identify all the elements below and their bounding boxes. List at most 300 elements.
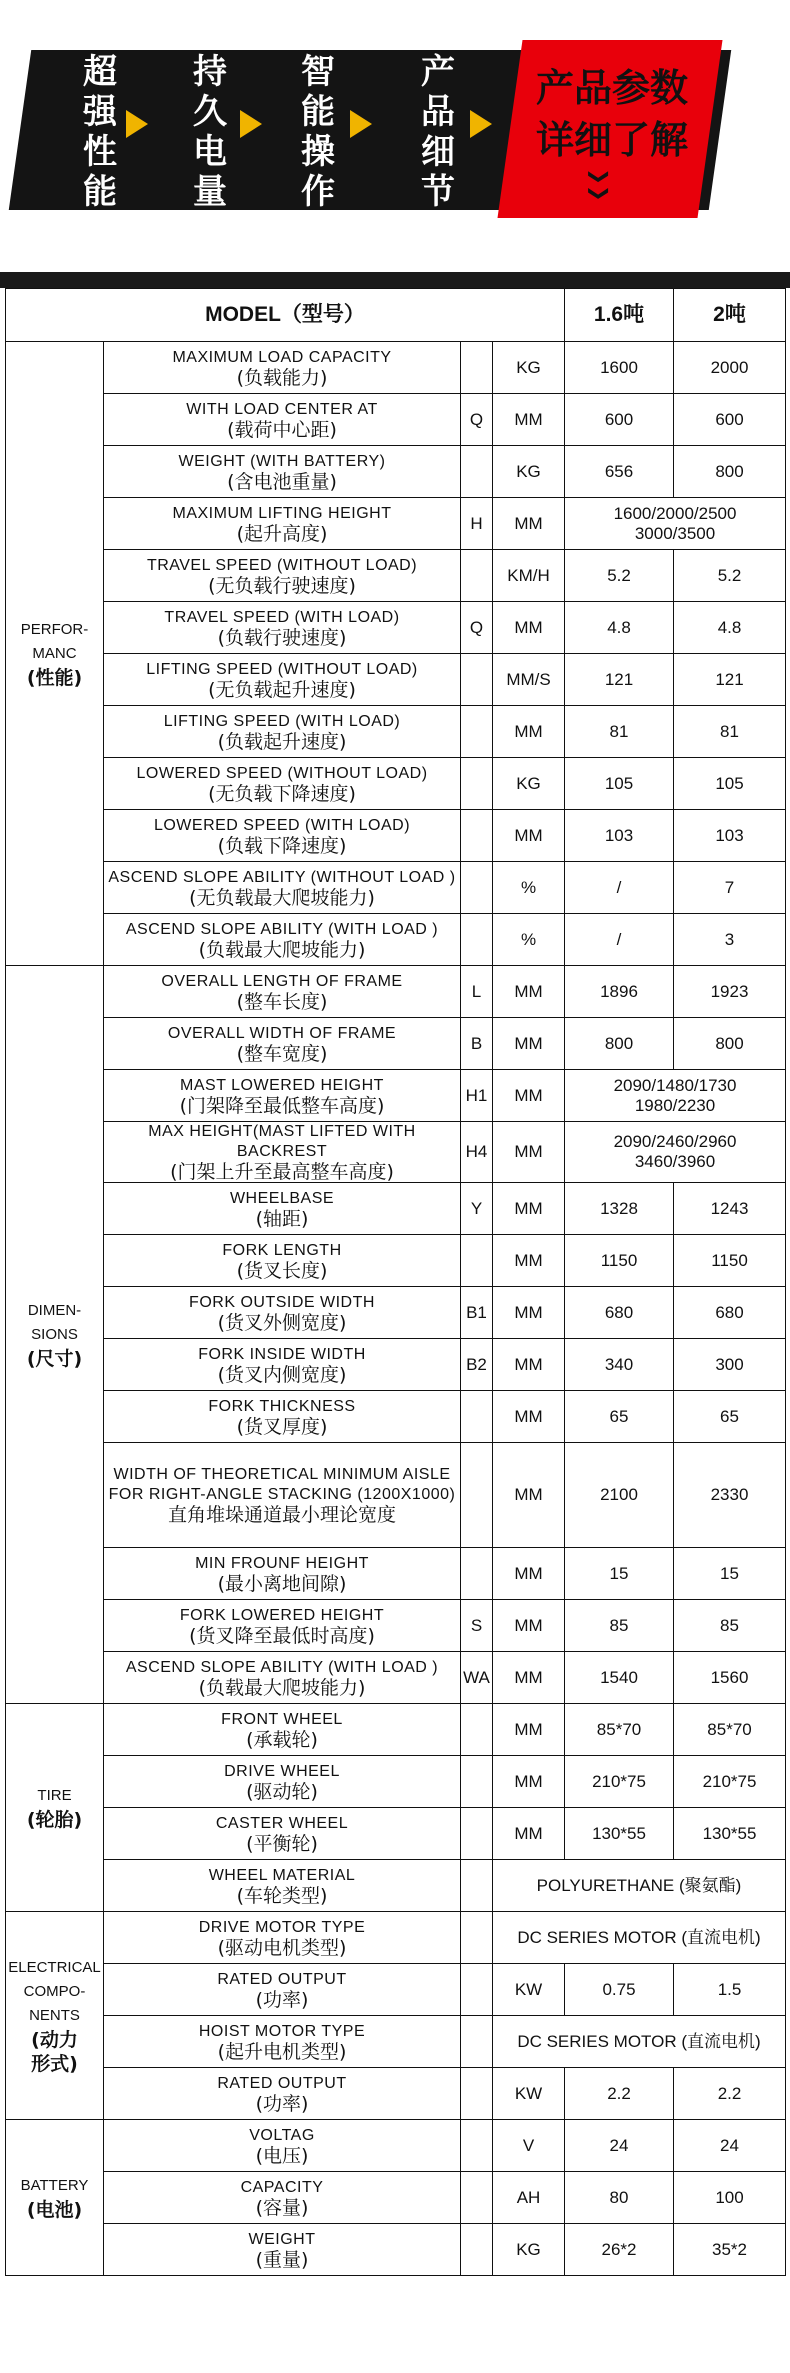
param-zh: (门架降至最低整车高度): [179, 1094, 385, 1117]
value-1-6t: 26*2: [565, 2224, 674, 2276]
table-row: [6, 1808, 786, 1860]
param-cell: [104, 2172, 461, 2224]
cta-line1: 产品参数: [535, 66, 688, 110]
model-header: MODEL（型号）: [6, 289, 565, 342]
param-en: MIN FROUNF HEIGHT: [195, 1554, 369, 1572]
value-1-6t: 105: [565, 758, 674, 810]
symbol-cell: H: [461, 498, 493, 550]
table-row: [6, 862, 786, 914]
param-cell: [104, 446, 461, 498]
value-1-6t: 65: [565, 1391, 674, 1443]
unit-cell: KW: [493, 1964, 565, 2016]
param-zh: (起升高度): [236, 522, 328, 545]
symbol-cell: [461, 446, 493, 498]
table-row: [6, 2068, 786, 2120]
unit-cell: MM: [493, 1183, 565, 1235]
nav-char: 能: [301, 92, 335, 132]
nav-item-operation[interactable]: [298, 52, 338, 212]
symbol-cell: B: [461, 1018, 493, 1070]
symbol-cell: H1: [461, 1070, 493, 1122]
symbol-cell: [461, 342, 493, 394]
value-1-6t: 1896: [565, 966, 674, 1018]
param-en: VOLTAG: [249, 2126, 315, 2144]
param-zh: 直角堆垛通道最小理论宽度: [167, 1504, 396, 1526]
value-1-6t: 80: [565, 2172, 674, 2224]
param-cell: [104, 1704, 461, 1756]
value-1-6t: 24: [565, 2120, 674, 2172]
category-cell-battery: [6, 2120, 104, 2276]
value-2t: 680: [674, 1287, 786, 1339]
value-line: 2090/1480/1730: [613, 1075, 737, 1095]
param-cell: [104, 1443, 461, 1548]
param-zh: (货叉长度): [236, 1259, 328, 1282]
param-en: ASCEND SLOPE ABILITY (WITHOUT LOAD ): [108, 868, 456, 886]
table-row: [6, 1912, 786, 1964]
param-zh: (货叉降至最低时高度): [189, 1624, 375, 1647]
symbol-cell: [461, 1756, 493, 1808]
param-zh: (无负载下降速度): [208, 782, 356, 805]
unit-cell: KM/H: [493, 550, 565, 602]
param-en: CASTER WHEEL: [215, 1814, 349, 1832]
table-row: [6, 1860, 786, 1912]
category-en: DIMEN-: [27, 1301, 82, 1319]
value-1-6t: 680: [565, 1287, 674, 1339]
unit-cell: MM: [493, 1339, 565, 1391]
value-1-6t: 2.2: [565, 2068, 674, 2120]
nav-item-battery[interactable]: [190, 52, 230, 212]
param-cell: [104, 1122, 461, 1183]
symbol-cell: [461, 654, 493, 706]
param-cell: [104, 966, 461, 1018]
param-cell: [104, 1235, 461, 1287]
symbol-cell: [461, 1704, 493, 1756]
param-cell: [104, 1070, 461, 1122]
symbol-cell: [461, 2224, 493, 2276]
table-row: [6, 758, 786, 810]
param-zh: (负载起升速度): [217, 730, 347, 753]
unit-cell: MM: [493, 1652, 565, 1704]
param-zh: (含电池重量): [227, 470, 337, 493]
spec-table: [5, 288, 786, 2276]
param-zh: (货叉外侧宽度): [217, 1311, 347, 1334]
merged-value-cell: [565, 1122, 786, 1183]
param-en: FORK THICKNESS: [208, 1397, 356, 1415]
table-row: [6, 1018, 786, 1070]
unit-cell: KW: [493, 2068, 565, 2120]
value-1-6t: 1328: [565, 1183, 674, 1235]
param-en: MAST LOWERED HEIGHT: [180, 1076, 384, 1094]
value-2t: 105: [674, 758, 786, 810]
unit-cell: MM: [493, 602, 565, 654]
unit-cell: MM: [493, 394, 565, 446]
value-2t: 300: [674, 1339, 786, 1391]
table-row: [6, 1652, 786, 1704]
nav-char: 性: [83, 132, 117, 172]
value-1-6t: 15: [565, 1548, 674, 1600]
param-en: MAX HEIGHT(MAST LIFTED WITH BACKREST: [148, 1123, 416, 1160]
symbol-cell: [461, 1235, 493, 1287]
param-cell: [104, 550, 461, 602]
value-1-6t: 210*75: [565, 1756, 674, 1808]
symbol-cell: [461, 1391, 493, 1443]
param-zh: (负载下降速度): [217, 834, 347, 857]
table-row: [6, 706, 786, 758]
param-cell: [104, 1287, 461, 1339]
param-cell: [104, 394, 461, 446]
param-cell: [104, 1339, 461, 1391]
value-1-6t: 1540: [565, 1652, 674, 1704]
unit-cell: MM: [493, 1443, 565, 1548]
table-row: [6, 810, 786, 862]
table-row: [6, 1339, 786, 1391]
param-zh: (负载行驶速度): [217, 626, 347, 649]
col2-header: 2吨: [674, 289, 786, 342]
param-zh: (容量): [255, 2196, 309, 2219]
param-cell: [104, 2120, 461, 2172]
param-cell: [104, 1600, 461, 1652]
merged-value-cell: DC SERIES MOTOR (直流电机): [493, 1912, 786, 1964]
param-en: CAPACITY: [240, 2178, 324, 2196]
table-row: [6, 1122, 786, 1183]
table-row: [6, 654, 786, 706]
param-zh: (无负载行驶速度): [208, 574, 356, 597]
category-en: MANC: [32, 644, 77, 662]
value-1-6t: /: [565, 914, 674, 966]
param-zh: (轴距): [255, 1207, 309, 1230]
value-2t: 65: [674, 1391, 786, 1443]
symbol-cell: Q: [461, 602, 493, 654]
param-zh: (载荷中心距): [227, 418, 337, 441]
param-zh: (负载最大爬坡能力): [198, 938, 366, 961]
param-cell: [104, 1548, 461, 1600]
symbol-cell: [461, 862, 493, 914]
param-cell: [104, 1912, 461, 1964]
value-line: 3460/3960: [634, 1152, 716, 1171]
nav-char: 作: [301, 172, 335, 212]
value-1-6t: 85*70: [565, 1704, 674, 1756]
param-cell: [104, 914, 461, 966]
param-cell: [104, 342, 461, 394]
param-cell: [104, 758, 461, 810]
nav-char: 久: [193, 92, 227, 132]
nav-char: 智: [301, 52, 335, 92]
category-cell-tire: [6, 1704, 104, 1912]
value-1-6t: 2100: [565, 1443, 674, 1548]
unit-cell: KG: [493, 446, 565, 498]
param-en: FRONT WHEEL: [221, 1710, 343, 1728]
arrow-right-icon: [350, 110, 372, 138]
param-en: OVERALL WIDTH OF FRAME: [167, 1024, 397, 1042]
value-2t: 121: [674, 654, 786, 706]
symbol-cell: [461, 1964, 493, 2016]
nav-item-performance[interactable]: [80, 52, 120, 212]
chevron-down-icon: ❯❯: [588, 168, 612, 202]
param-zh: (货叉内侧宽度): [217, 1363, 347, 1386]
symbol-cell: B1: [461, 1287, 493, 1339]
param-en: LIFTING SPEED (WITH LOAD): [163, 712, 401, 730]
nav-char: 品: [421, 92, 455, 132]
param-cell: [104, 1756, 461, 1808]
value-2t: 2.2: [674, 2068, 786, 2120]
symbol-cell: [461, 758, 493, 810]
table-row: [6, 1548, 786, 1600]
param-en: DRIVE MOTOR TYPE: [198, 1918, 366, 1936]
unit-cell: MM: [493, 1756, 565, 1808]
symbol-cell: B2: [461, 1339, 493, 1391]
value-2t: 100: [674, 2172, 786, 2224]
unit-cell: MM: [493, 1391, 565, 1443]
value-2t: 24: [674, 2120, 786, 2172]
value-line: 1980/2230: [634, 1095, 716, 1115]
unit-cell: MM: [493, 1808, 565, 1860]
table-row: [6, 2120, 786, 2172]
category-zh: (电池): [26, 2198, 83, 2221]
symbol-cell: [461, 1548, 493, 1600]
table-row: [6, 1391, 786, 1443]
param-cell: [104, 1860, 461, 1912]
table-row: [6, 498, 786, 550]
category-en: NENTS: [29, 2006, 80, 2024]
value-2t: 800: [674, 446, 786, 498]
table-row: [6, 2016, 786, 2068]
symbol-cell: WA: [461, 1652, 493, 1704]
param-en: FORK INSIDE WIDTH: [198, 1345, 366, 1363]
param-en: WHEELBASE: [229, 1189, 335, 1207]
param-en: FORK LOWERED HEIGHT: [179, 1606, 385, 1624]
unit-cell: MM: [493, 810, 565, 862]
table-row: [6, 2224, 786, 2276]
table-row: [6, 2172, 786, 2224]
symbol-cell: Q: [461, 394, 493, 446]
param-zh: (重量): [255, 2248, 309, 2271]
param-en: ASCEND SLOPE ABILITY (WITH LOAD ): [125, 1658, 439, 1676]
symbol-cell: [461, 914, 493, 966]
param-en: LOWERED SPEED (WITH LOAD): [153, 816, 411, 834]
param-en: WITH LOAD CENTER AT: [186, 400, 378, 418]
unit-cell: KG: [493, 2224, 565, 2276]
unit-cell: MM/S: [493, 654, 565, 706]
value-2t: 1923: [674, 966, 786, 1018]
arrow-right-icon: [470, 110, 492, 138]
category-en: ELECTRICAL: [8, 1958, 101, 1976]
category-en: SIONS: [31, 1325, 78, 1343]
symbol-cell: [461, 706, 493, 758]
param-zh: (承载轮): [246, 1728, 318, 1751]
value-2t: 3: [674, 914, 786, 966]
param-en: FORK LENGTH: [222, 1241, 342, 1259]
value-1-6t: 656: [565, 446, 674, 498]
param-cell: [104, 706, 461, 758]
symbol-cell: S: [461, 1600, 493, 1652]
nav-char: 强: [83, 92, 117, 132]
value-2t: 35*2: [674, 2224, 786, 2276]
symbol-cell: [461, 1808, 493, 1860]
nav-char: 细: [421, 132, 455, 172]
value-2t: 15: [674, 1548, 786, 1600]
symbol-cell: [461, 550, 493, 602]
value-line: 3000/3500: [634, 523, 716, 543]
table-top-bar: [0, 272, 790, 288]
category-zh: (性能): [26, 666, 83, 689]
param-en: FOR RIGHT-ANGLE STACKING (1200X1000): [108, 1486, 456, 1503]
table-row: [6, 602, 786, 654]
nav-char: 持: [193, 52, 227, 92]
unit-cell: MM: [493, 1287, 565, 1339]
param-zh: (整车宽度): [236, 1042, 328, 1065]
category-cell-dimensions: [6, 966, 104, 1704]
symbol-cell: [461, 1912, 493, 1964]
param-en: ASCEND SLOPE ABILITY (WITH LOAD ): [125, 920, 439, 938]
param-en: TRAVEL SPEED (WITH LOAD): [164, 608, 400, 626]
merged-value-cell: [565, 1070, 786, 1122]
param-cell: [104, 2068, 461, 2120]
category-en: COMPO-: [23, 1982, 86, 2000]
unit-cell: MM: [493, 1548, 565, 1600]
table-row: [6, 550, 786, 602]
value-1-6t: 121: [565, 654, 674, 706]
value-2t: 2330: [674, 1443, 786, 1548]
arrow-right-icon: [126, 110, 148, 138]
table-row: [6, 1964, 786, 2016]
merged-value-cell: [565, 498, 786, 550]
category-zh: (动力: [31, 2028, 78, 2051]
value-2t: 1560: [674, 1652, 786, 1704]
value-1-6t: 4.8: [565, 602, 674, 654]
symbol-cell: [461, 1860, 493, 1912]
category-en: PERFOR-: [20, 620, 89, 638]
symbol-cell: Y: [461, 1183, 493, 1235]
param-cell: [104, 810, 461, 862]
unit-cell: MM: [493, 1235, 565, 1287]
table-row: [6, 446, 786, 498]
symbol-cell: H4: [461, 1122, 493, 1183]
param-en: FORK OUTSIDE WIDTH: [189, 1293, 375, 1311]
nav-item-details[interactable]: [418, 52, 458, 212]
param-cell: [104, 1964, 461, 2016]
value-2t: 800: [674, 1018, 786, 1070]
param-zh: (最小离地间隙): [217, 1572, 347, 1595]
category-zh: (轮胎): [26, 1808, 83, 1831]
unit-cell: KG: [493, 342, 565, 394]
symbol-cell: [461, 1443, 493, 1548]
value-line: 2090/2460/2960: [613, 1132, 737, 1151]
category-zh: (尺寸): [26, 1347, 83, 1370]
symbol-cell: [461, 810, 493, 862]
param-en: MAXIMUM LIFTING HEIGHT: [172, 504, 392, 522]
nav-char: 超: [83, 52, 117, 92]
param-zh: (负载最大爬坡能力): [198, 1676, 366, 1699]
unit-cell: MM: [493, 1018, 565, 1070]
param-zh: (整车长度): [236, 990, 328, 1013]
param-zh: (功率): [255, 2092, 309, 2115]
arrow-right-icon: [240, 110, 262, 138]
table-row: [6, 1600, 786, 1652]
param-en: DRIVE WHEEL: [224, 1762, 340, 1780]
unit-cell: MM: [493, 1070, 565, 1122]
value-2t: 2000: [674, 342, 786, 394]
value-2t: 103: [674, 810, 786, 862]
table-row: [6, 1704, 786, 1756]
value-2t: 1243: [674, 1183, 786, 1235]
category-cell-electrical: [6, 1912, 104, 2120]
value-1-6t: 800: [565, 1018, 674, 1070]
param-zh: (平衡轮): [246, 1832, 318, 1855]
table-row: [6, 1287, 786, 1339]
param-en: MAXIMUM LOAD CAPACITY: [172, 348, 392, 366]
category-en: TIRE: [37, 1786, 72, 1804]
unit-cell: V: [493, 2120, 565, 2172]
param-en: HOIST MOTOR TYPE: [198, 2022, 366, 2040]
value-1-6t: 340: [565, 1339, 674, 1391]
value-2t: 130*55: [674, 1808, 786, 1860]
param-zh: (功率): [255, 1988, 309, 2011]
col1-header: 1.6吨: [565, 289, 674, 342]
value-2t: 85*70: [674, 1704, 786, 1756]
unit-cell: %: [493, 914, 565, 966]
value-2t: 85: [674, 1600, 786, 1652]
table-row: [6, 1183, 786, 1235]
param-cell: [104, 1183, 461, 1235]
unit-cell: MM: [493, 966, 565, 1018]
value-2t: 4.8: [674, 602, 786, 654]
param-cell: [104, 602, 461, 654]
param-en: WEIGHT: [248, 2230, 316, 2248]
value-2t: 5.2: [674, 550, 786, 602]
value-1-6t: 130*55: [565, 1808, 674, 1860]
param-cell: [104, 1018, 461, 1070]
value-1-6t: 0.75: [565, 1964, 674, 2016]
param-zh: (无负载起升速度): [208, 678, 356, 701]
value-line: 1600/2000/2500: [613, 503, 737, 523]
unit-cell: AH: [493, 2172, 565, 2224]
unit-cell: KG: [493, 758, 565, 810]
unit-cell: MM: [493, 1704, 565, 1756]
param-cell: [104, 1808, 461, 1860]
table-row: [6, 1070, 786, 1122]
table-row: [6, 1756, 786, 1808]
nav-char: 电: [193, 132, 227, 172]
unit-cell: %: [493, 862, 565, 914]
table-row: [6, 394, 786, 446]
unit-cell: MM: [493, 1122, 565, 1183]
nav-char: 产: [421, 52, 455, 92]
category-zh: 形式): [31, 2052, 78, 2075]
value-2t: 600: [674, 394, 786, 446]
param-en: RATED OUTPUT: [217, 1970, 347, 1988]
value-1-6t: 85: [565, 1600, 674, 1652]
value-2t: 1150: [674, 1235, 786, 1287]
value-1-6t: 81: [565, 706, 674, 758]
value-2t: 210*75: [674, 1756, 786, 1808]
param-zh: (起升电机类型): [217, 2040, 347, 2063]
table-row: [6, 966, 786, 1018]
param-zh: (无负载最大爬坡能力): [189, 886, 375, 909]
param-cell: [104, 1391, 461, 1443]
table-header-row: [6, 289, 786, 342]
param-zh: (货叉厚度): [236, 1415, 328, 1438]
param-zh: (门架上升至最高整车高度): [170, 1161, 394, 1183]
param-cell: [104, 2224, 461, 2276]
param-cell: [104, 654, 461, 706]
symbol-cell: [461, 2120, 493, 2172]
table-row: [6, 1235, 786, 1287]
symbol-cell: L: [461, 966, 493, 1018]
param-zh: (车轮类型): [236, 1884, 328, 1907]
cta-text[interactable]: [522, 62, 702, 166]
symbol-cell: [461, 2068, 493, 2120]
value-1-6t: 1600: [565, 342, 674, 394]
param-zh: (电压): [255, 2144, 309, 2167]
